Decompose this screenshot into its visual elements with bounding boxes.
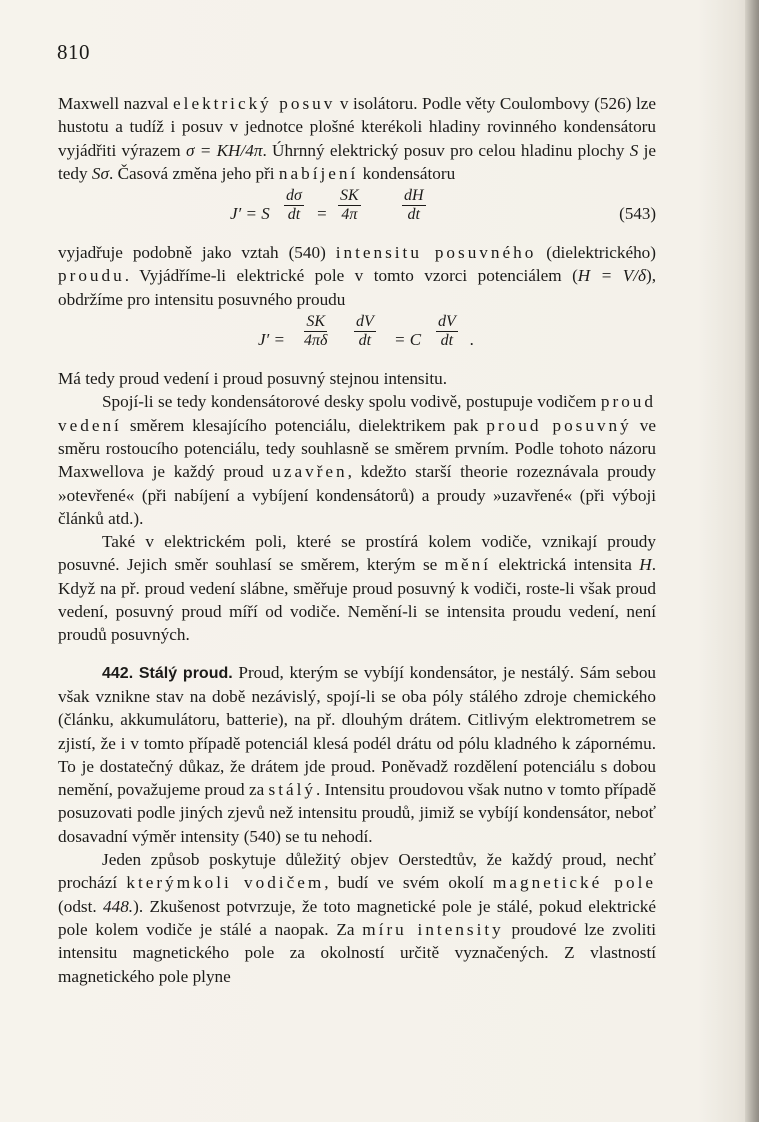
eq2-f2-numerator: dV: [356, 313, 374, 331]
text-run: (dielektrického): [536, 243, 656, 263]
inline-formula: H = V/δ: [577, 266, 646, 286]
text-run: Proud, kterým se vybíjí kondensátor, je nestálý. Sám sebou však vznikne stav na době nezávislý, spojí-li se oba póly stálého zdroje chemického (článku, akkumulátoru, batterie), na př. dlouhým drátem. Citlivým elektrometrem se zjistí, že i v tomto případě potenciál klesá podél drátu od pólu kladného k zápornému. To je dostatečný důkaz, že drátem jde proud. Poněvadž rozdělení potenciálu s dobou nemění, považujeme proud za: [58, 662, 657, 800]
eq1-f1-denominator: dt: [287, 206, 301, 224]
spaced-term: nabíjení: [278, 163, 359, 183]
eq1-f2-numerator: SK: [340, 187, 359, 205]
text-run: je tedy: [58, 140, 656, 183]
eq2-equals-c: = C: [394, 330, 422, 350]
page-body: [58, 92, 656, 988]
eq1-fraction-1: [284, 187, 304, 224]
equation-543: [58, 187, 656, 237]
inline-formula: σ = KH/4π: [185, 140, 263, 160]
spaced-term: elektrický posuv: [173, 94, 336, 113]
paragraph-7: [58, 848, 656, 988]
eq2-f3-denominator: dt: [440, 332, 454, 350]
section-442: [58, 661, 656, 848]
spaced-term: mění: [444, 555, 492, 575]
section-reference: 448.: [103, 896, 134, 916]
paragraph-2: [58, 241, 656, 311]
paragraph-3: Má tedy proud vedení i proud posuvný stejnou intensitu.: [58, 369, 448, 389]
eq1-f2-denominator: 4π: [341, 206, 358, 224]
text-run: . Časová změna jeho při: [108, 163, 279, 183]
text-run: ), obdržíme pro intensitu posuvného proudu: [58, 266, 656, 309]
eq2-f1-denominator: 4πδ: [304, 332, 328, 350]
spaced-term: míru intensity: [362, 919, 504, 939]
spaced-term: magnetické pole: [492, 873, 657, 893]
inline-symbol: H: [639, 555, 652, 575]
inline-symbol: S: [629, 140, 639, 160]
eq2-f2-denominator: dt: [358, 332, 372, 350]
eq2-fraction-2: [354, 313, 376, 350]
spaced-term: uzavřen: [272, 462, 348, 482]
eq1-fraction-2: [338, 187, 361, 224]
equation-number: (543): [619, 204, 656, 224]
eq1-equals: =: [316, 204, 328, 224]
text-run: proudové lze zvoliti intensitu magnetického pole za okolností určitě vyznačených. Z vlastností magnetického pole plyne: [58, 919, 656, 986]
equation-posuvny-proud: [58, 313, 656, 363]
spaced-term: kterýmkoli vodičem: [126, 873, 325, 893]
eq2-f1-numerator: SK: [304, 313, 327, 332]
section-number: 442.: [102, 664, 134, 682]
eq1-f1-numerator: dσ: [286, 187, 302, 205]
spaced-term: stálý: [268, 780, 316, 800]
text-run: Spojí-li se tedy kondensátorové desky spolu vodivě, postupuje vodičem: [102, 392, 601, 412]
page-number: 810: [57, 40, 90, 64]
text-run: (odst.: [58, 896, 104, 916]
text-run: . Vyjádříme-li elektrické pole v tomto vzorci potenciálem (: [124, 266, 578, 286]
text-run: ). Zkušenost potvrzuje, že toto magnetické pole je stálé, pokud elektrické pole kolem vodiče je stálé a naopak. Za: [58, 896, 657, 939]
paragraph-4: [58, 390, 656, 530]
spaced-term: proudu: [58, 266, 125, 286]
eq1-lhs: J′ = S: [230, 204, 270, 224]
text-run: . Intensitu proudovou však nutno v tomto případě posuzovati podle jiných zjevů než intensitu proudů, jimiž se vybíjí kondensátor, neboť dosavadní výměr intensity (540) se tu nehodí.: [58, 780, 656, 846]
spaced-term: intensitu posuvného: [335, 243, 537, 263]
section-title: Stálý proud.: [138, 664, 233, 682]
eq1-fraction-3: [402, 187, 426, 224]
eq2-period: .: [470, 330, 475, 350]
text-run: . Úhrnný elektrický posuv pro celou hladinu plochy: [262, 140, 630, 160]
paragraph-1: [58, 92, 656, 185]
eq2-lhs: J′ =: [258, 330, 285, 350]
text-run: Jeden způsob poskytuje důležitý objev Oerstedtův, že každý proud, nechť prochází: [58, 850, 656, 893]
eq2-f3-numerator: dV: [438, 313, 456, 331]
text-run: ve směru rostoucího potenciálu, tedy souhlasně se směrem prvním. Podle tohoto názoru Maxwellova je každý proud: [58, 415, 656, 482]
text-run: Také v elektrickém poli, které se prostírá kolem vodiče, vznikají proudy posuvné. Jejich směr souhlasí se směrem, kterým se: [58, 532, 656, 575]
eq2-fraction-1: [304, 313, 327, 350]
text-run: . Když na př. proud vedení slábne, směřuje proud posuvný k vodiči, roste-li však proud vedení, posuvný proud míří od vodiče. Nemění-li se intensita proudu vedení, není proudů posuvných.: [58, 555, 656, 645]
spaced-term: proud posuvný: [486, 415, 632, 435]
text-run: elektrická intensita: [491, 555, 640, 575]
spaced-term: proud vedení: [58, 392, 656, 435]
eq2-fraction-3: [436, 313, 458, 350]
eq1-f3-numerator: dH: [404, 187, 424, 205]
paragraph-5: [58, 530, 656, 646]
text-run: směrem klesajícího potenciálu, dielektrikem pak: [121, 415, 487, 435]
text-run: vyjadřuje podobně jako vztah (540): [58, 243, 336, 263]
text-run: , budí ve svém okolí: [324, 873, 493, 893]
text-run: kondensátoru: [358, 163, 456, 183]
text-run: v isolátoru. Podle věty Coulombovy (526) lze hustotu a tudíž i posuv v jednotce plošné kterékoli hladiny rovinného kondensátoru vyjádřiti výrazem: [58, 94, 656, 160]
text-run: , kdežto starší theorie rozeznávala proudy »otevřené« (při nabíjení a vybíjení kondensátorů) a proudy »uzavřené« (při výboji článků atd.).: [58, 462, 656, 528]
text-run: Maxwell nazval: [58, 94, 174, 113]
eq1-f3-denominator: dt: [407, 206, 420, 224]
page-edge-shadow: [745, 0, 759, 1122]
inline-symbol: Sσ: [91, 163, 109, 183]
